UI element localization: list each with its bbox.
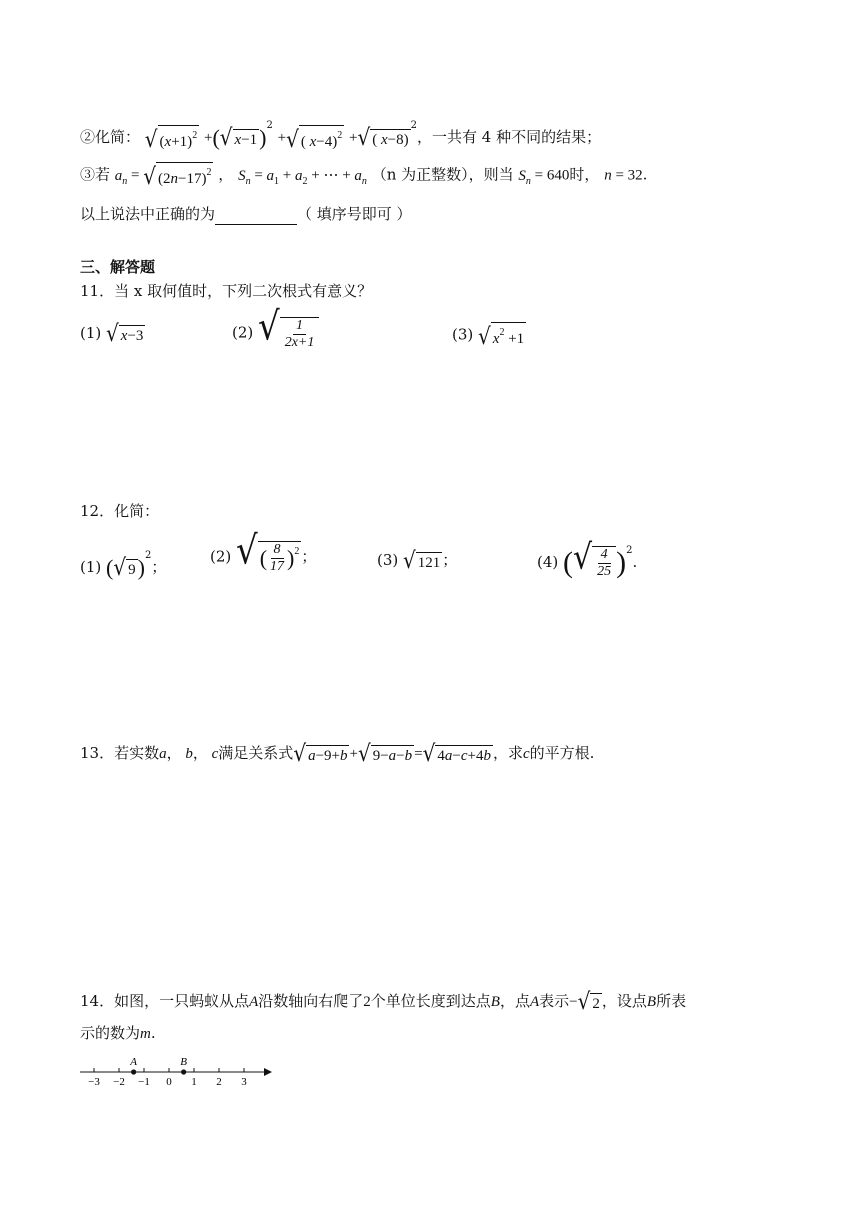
- item-3-note: （n 为正整数），则当: [371, 165, 514, 184]
- point-label-a: A: [130, 1056, 138, 1068]
- radical-x-minus-1: √ x−1: [219, 123, 258, 151]
- fill-question-text: 以上说法中正确的为: [80, 205, 216, 223]
- fill-question-note: （ 填序号即可 ）: [297, 205, 412, 223]
- q13: 13．若实数a， b， c满足关系式√ a−9+b +√ 9−a−b =√ 4a−c+4b ，求c的平方根.: [80, 739, 595, 767]
- item-2-tail: ，一共有 4 种不同的结果；: [417, 128, 602, 146]
- point-b: [181, 1069, 186, 1074]
- section-title: 三、解答题: [80, 258, 156, 276]
- q12-part-2: (2) √( $\frac{8}{17}$ )$^2$ ；: [210, 528, 317, 575]
- radical-2n-minus-17: √ $(2n-17)^2$: [143, 162, 212, 190]
- answer-blank[interactable]: [215, 208, 297, 225]
- item-2: ②化简： √ $(x+1)^2$ +(√ x−1)$^2$ +√ ( x−4)$^2$ +√ ( x−8)$^2$，一共有 4 种不同的结果；: [80, 120, 602, 153]
- tick-label: −2: [113, 1076, 125, 1088]
- number-line: [78, 1050, 278, 1090]
- item-3: ③若 $a_n$ = √ $(2n-17)^2$ ， $S_n = a_1 + a_2$ + ⋯ + $a_n$ （n 为正整数），则当 $S_n = 640$时， n = 32.: [80, 162, 648, 190]
- q12-part-4: (4) (√ $\frac{4}{25}$ )$^2$.: [537, 537, 638, 579]
- q11-part-3: (3) √ $x^2 +1$: [452, 322, 525, 350]
- point-a: [131, 1069, 136, 1074]
- q14-line-2: 示的数为m.: [80, 1024, 156, 1042]
- number-line-arrow: [264, 1068, 272, 1076]
- q11-part-1: (1) √ x−3: [80, 319, 144, 347]
- radical-x-plus-1: √ $(x+1)^2$: [144, 124, 198, 153]
- tick-label: 3: [241, 1076, 247, 1088]
- tick-label: 0: [166, 1076, 172, 1088]
- q11-part-2: (2) √ $\frac{1}{2x+1}$: [232, 316, 319, 351]
- radical-x-minus-8: √ ( x−8): [357, 123, 409, 151]
- tick-label: 2: [216, 1076, 222, 1088]
- q12-part-3: (3) √ 121 ；: [377, 546, 458, 574]
- q11-stem: 11．当 x 取何值时，下列二次根式有意义？: [80, 282, 373, 300]
- tick-label: −1: [138, 1076, 150, 1088]
- q12-stem: 12．化简：: [80, 502, 160, 520]
- item-3-label: ③若: [80, 165, 111, 184]
- q12-part-1: (1) (√ 9)$^2$；: [80, 550, 167, 581]
- tick-label: −3: [88, 1076, 100, 1088]
- point-label-b: B: [180, 1056, 188, 1068]
- radical-x-minus-4: √ ( x−4)$^2$: [286, 124, 343, 153]
- fill-question: [80, 203, 412, 225]
- q14-line-1: 14．如图，一只蚂蚁从点A沿数轴向右爬了2个单位长度到达点B，点A表示−√ 2 ，设点B所表: [80, 987, 687, 1015]
- item-2-label: ②化简：: [80, 128, 141, 146]
- tick-label: 1: [191, 1076, 197, 1088]
